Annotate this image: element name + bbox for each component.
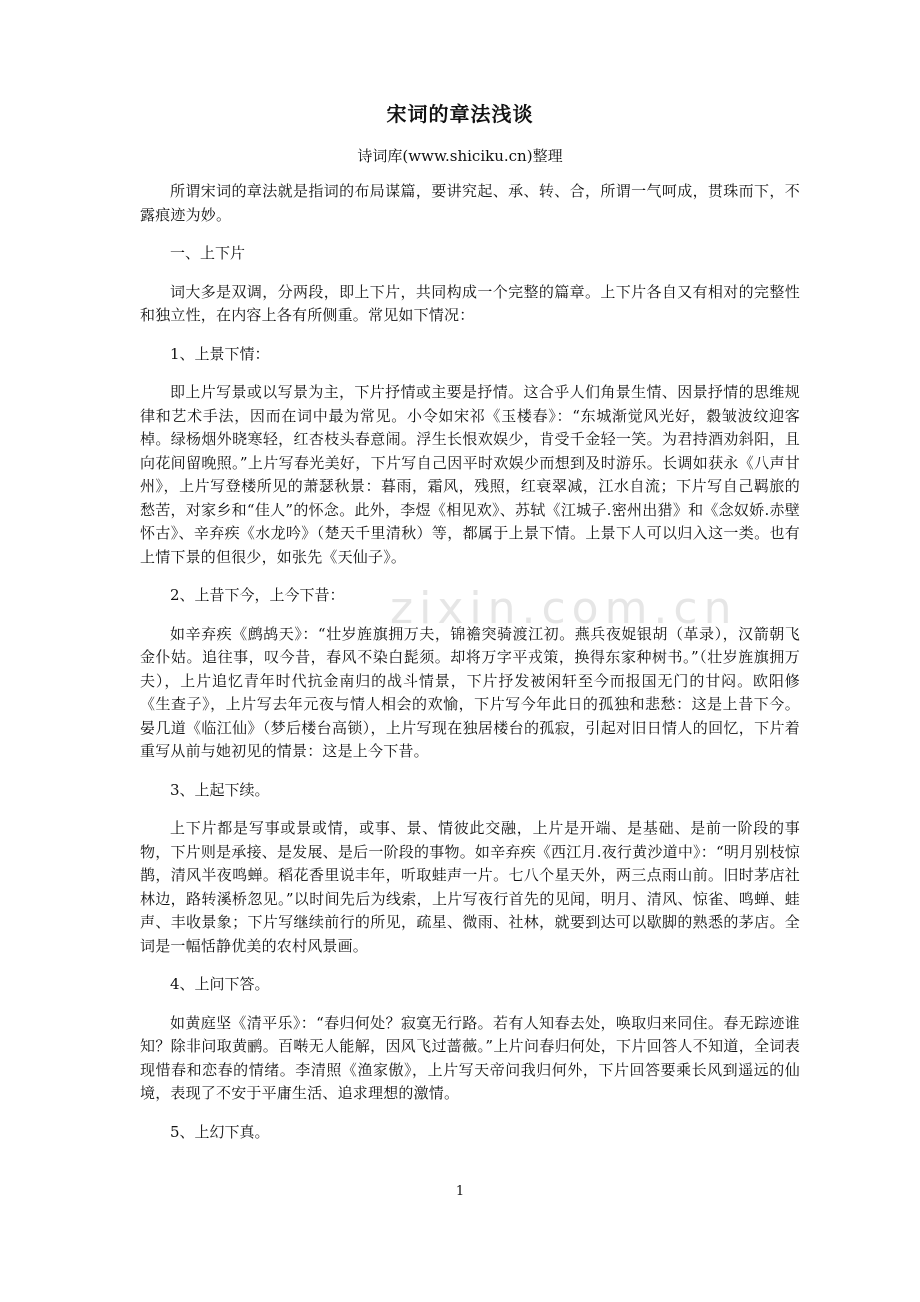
document-subtitle: 诗词库(www.shiciku.cn)整理 — [357, 147, 563, 165]
subsection-heading: 5、上幻下真。 — [170, 1122, 270, 1141]
body-paragraph: 词大多是双调，分两段，即上下片，共同构成一个完整的篇章。上下片各自又有相对的完整性和独立性，在内容上各有所侧重。常见如下情况： — [140, 282, 800, 324]
body-paragraph: 上下片都是写事或景或情，或事、景、情彼此交融，上片是开端、是基础、是前一阶段的事物，下片则是承接、是发展、是后一阶段的事物。如辛弃疾《西江月.夜行黄沙道中》：“明月别枝惊鹊，清风半夜鸣蝉。稻花香里说丰年，听取蛙声一片。七八个星天外，两三点雨山前。旧时茅店社林边，路转溪桥忽见。”以时间先后为线索，上片写夜行首先的见闻，明月、清风、惊雀、鸣蝉、蛙声、丰收景象；下片写继续前行的所见，疏星、微雨、社林，就要到达可以歇脚的熟悉的茅店。全词是一幅恬静优美的农村风景画。 — [140, 819, 800, 955]
document-body — [140, 180, 800, 1159]
page-number: 1 — [455, 1184, 465, 1199]
subsection-heading: 1、上景下情： — [170, 344, 270, 363]
body-paragraph: 如辛弃疾《鹧鸪天》：“壮岁旌旗拥万夫，锦襜突骑渡江初。燕兵夜娖银胡（革录），汉箭朝飞金仆姑。追往事，叹今昔，春风不染白髭须。却将万字平戎策，换得东家种树书。”（壮岁旌旗拥万夫），上片追忆青年时代抗金南归的战斗情景，下片抒发被闲轩至今而报国无门的甘闷。欧阳修《生查子》，上片写去年元夜与情人相会的欢愉，下片写今年此日的孤独和悲愁：这是上昔下今。晏几道《临江仙》（梦后楼台高锁），上片写现在独居楼台的孤寂，引起对旧日情人的回忆，下片着重写从前与她初见的情景：这是上今下昔。 — [140, 624, 800, 760]
subsection-heading: 2、上昔下今，上今下昔： — [170, 586, 345, 604]
intro-paragraph: 所谓宋词的章法就是指词的布局谋篇，要讲究起、承、转、合，所谓一气呵成，贯珠而下，不露痕迹为妙。 — [140, 182, 800, 224]
watermark: zixin.com.cn — [390, 583, 738, 634]
document-title: 宋词的章法浅谈 — [386, 102, 534, 126]
subsection-heading: 3、上起下续。 — [170, 780, 270, 799]
body-paragraph: 如黄庭坚《清平乐》：“春归何处？寂寞无行路。若有人知春去处，唤取归来同住。春无踪迹谁知？除非问取黄鹂。百啭无人能解，因风飞过蔷薇。”上片问春归何处，下片回答人不知道，全词表现惜春和恋春的情绪。李清照《渔家傲》，上片写天帝问我归何外，下片回答要乘长风到遥远的仙境，表现了不安于平庸生活、追求理想的激情。 — [140, 1013, 800, 1102]
section-heading: 一、上下片 — [170, 244, 246, 262]
body-paragraph: 即上片写景或以写景为主，下片抒情或主要是抒情。这合乎人们角景生情、因景抒情的思维规律和艺术手法，因而在词中最为常见。小令如宋祁《玉楼春》：“东城渐觉风光好，縠皱波纹迎客棹。绿杨烟外晓寒轻，红杏枝头春意闹。浮生长恨欢娱少，肯受千金轻一笑。为君持酒劝斜阳，且向花间留晚照。”上片写春光美好，下片写自己因平时欢娱少而想到及时游乐。长调如获永《八声甘州》，上片写登楼所见的萧瑟秋景：暮雨，霜风，残照，红衰翠减，江水自流；下片写自己羁旅的愁苦，对家乡和“佳人”的怀念。此外，李煜《相见欢》、苏轼《江城子.密州出猎》和《念奴娇.赤壁怀古》、辛弃疾《水龙吟》（楚天千里清秋）等，都属于上景下情。上景下人可以归入这一类。也有上情下景的但很少，如张先《天仙子》。 — [140, 383, 800, 566]
subsection-heading: 4、上问下答。 — [170, 975, 270, 993]
